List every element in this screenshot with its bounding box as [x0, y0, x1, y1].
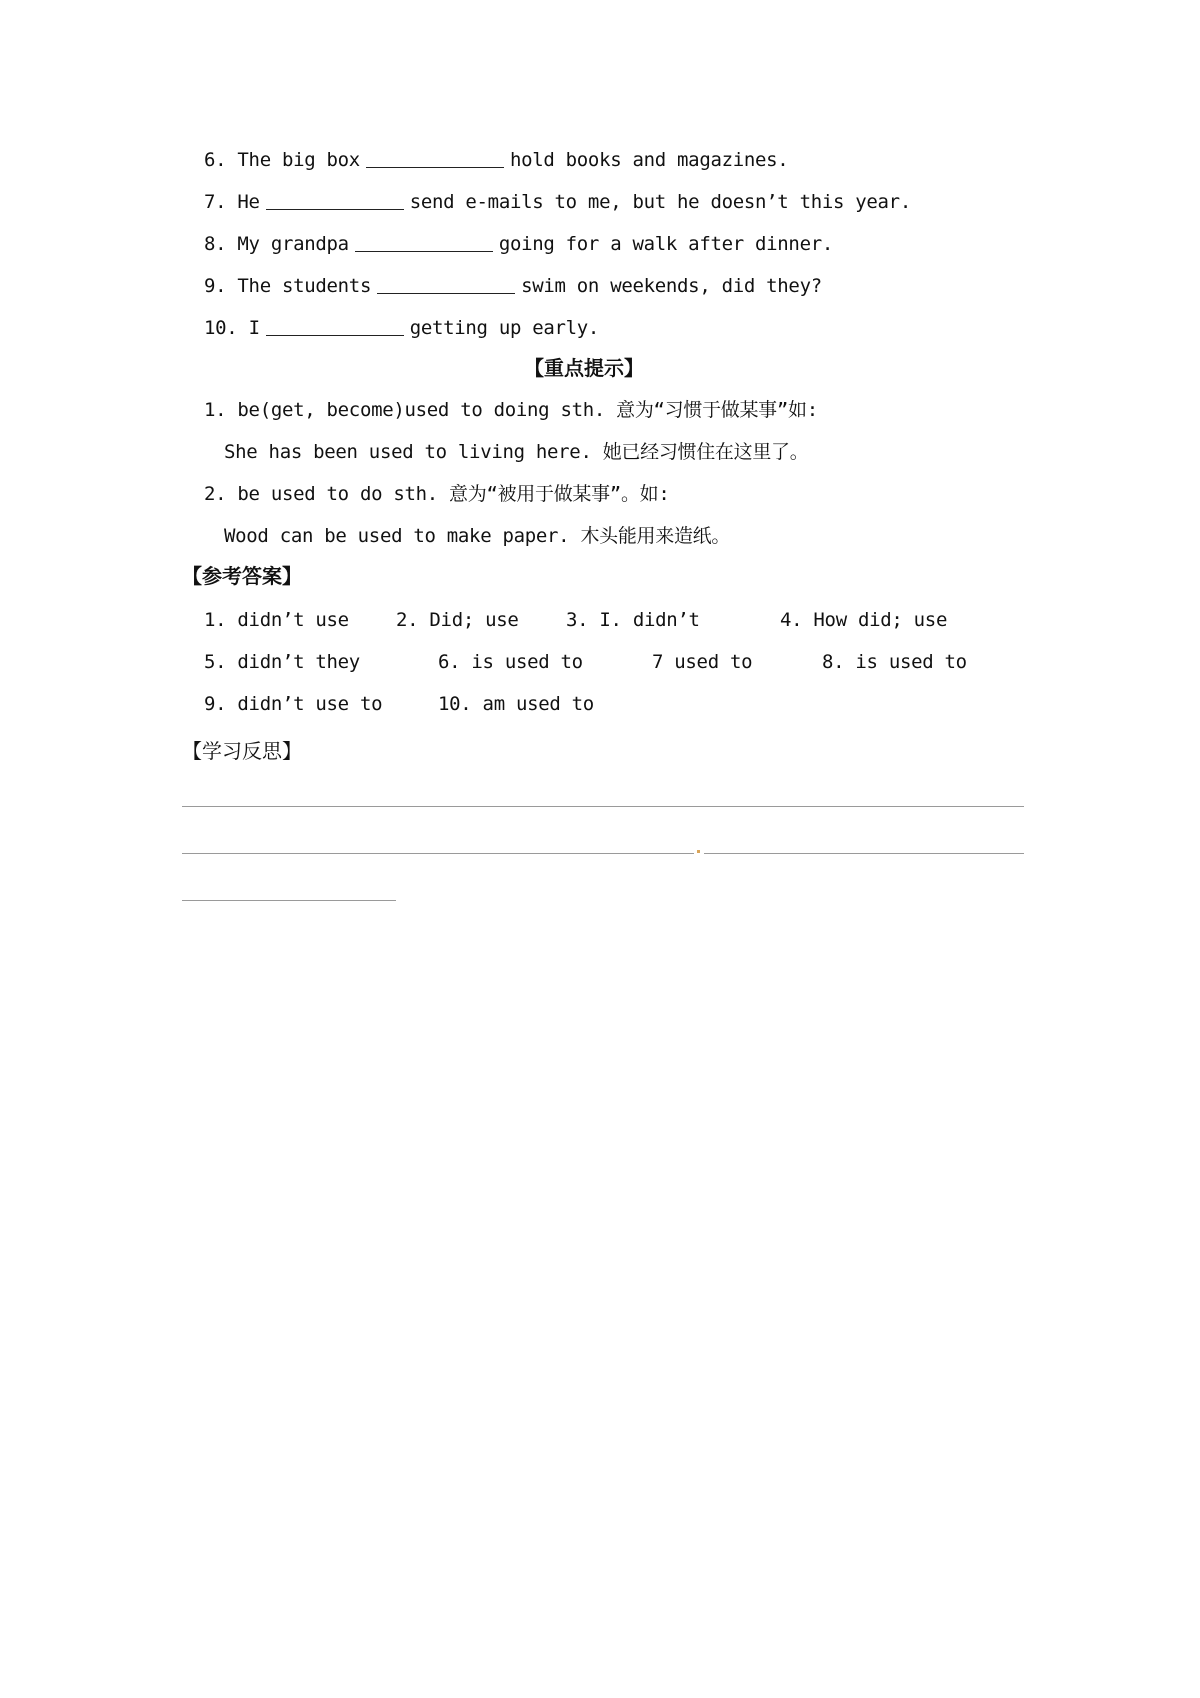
tip-1-example: She has been used to living here. 她已经习惯住在这里了。 — [224, 441, 809, 463]
reflection-heading: 【学习反思】 — [182, 739, 302, 763]
exercise-text-before: I — [248, 317, 260, 339]
tip-number: 2. — [204, 483, 227, 505]
answer-item: 2. Did; use — [396, 609, 519, 631]
answer-blank[interactable] — [266, 319, 404, 336]
answer-item: 10. am used to — [438, 693, 594, 715]
exercise-text-after: swim on weekends, did they? — [521, 275, 822, 297]
exercise-number: 7. — [204, 191, 227, 213]
answer-item: 3. I. didn’t — [566, 609, 700, 631]
tip-text: be(get, become)used to doing sth. 意为“习惯于做某事”如: — [237, 399, 818, 421]
exercise-7 — [204, 190, 911, 214]
exercise-number: 9. — [204, 275, 227, 297]
answer-item: 7 used to — [652, 651, 753, 673]
tip-text: be used to do sth. 意为“被用于做某事”。如: — [237, 483, 670, 505]
exercise-10 — [204, 316, 599, 340]
tip-1 — [204, 398, 818, 422]
exercise-text-after: hold books and magazines. — [509, 149, 789, 171]
answer-item: 9. didn’t use to — [204, 693, 383, 715]
exercise-text-after: getting up early. — [409, 317, 600, 339]
tip-number: 1. — [204, 399, 227, 421]
exercise-text-before: He — [237, 191, 260, 213]
reflection-line[interactable] — [182, 806, 1024, 807]
exercise-text-before: The students — [237, 275, 372, 297]
answer-blank[interactable] — [355, 235, 493, 252]
answer-blank[interactable] — [366, 151, 504, 168]
exercise-text-before: The big box — [237, 149, 360, 171]
answers-heading: 【参考答案】 — [182, 564, 302, 588]
reflection-line[interactable] — [704, 853, 1024, 854]
exercise-number: 6. — [204, 149, 227, 171]
tip-2-example: Wood can be used to make paper. 木头能用来造纸。 — [224, 525, 731, 547]
answer-item: 5. didn’t they — [204, 651, 360, 673]
exercise-number: 10. — [204, 317, 238, 339]
answer-blank[interactable] — [377, 277, 515, 294]
exercise-9 — [204, 274, 822, 298]
exercise-text-after: going for a walk after dinner. — [498, 233, 833, 255]
exercise-number: 8. — [204, 233, 227, 255]
exercise-text-after: send e-mails to me, but he doesn’t this year. — [409, 191, 911, 213]
answer-item: 1. didn’t use — [204, 609, 349, 631]
exercise-6 — [204, 148, 788, 172]
reflection-line[interactable] — [182, 853, 694, 854]
exercise-8 — [204, 232, 833, 256]
stray-mark — [697, 850, 700, 853]
answer-item: 8. is used to — [822, 651, 967, 673]
tips-heading: 【重点提示】 — [524, 356, 644, 380]
exercise-text-before: My grandpa — [237, 233, 349, 255]
reflection-line[interactable] — [182, 900, 396, 901]
answer-item: 6. is used to — [438, 651, 583, 673]
answer-blank[interactable] — [266, 193, 404, 210]
tip-2 — [204, 482, 669, 506]
answer-item: 4. How did; use — [780, 609, 948, 631]
